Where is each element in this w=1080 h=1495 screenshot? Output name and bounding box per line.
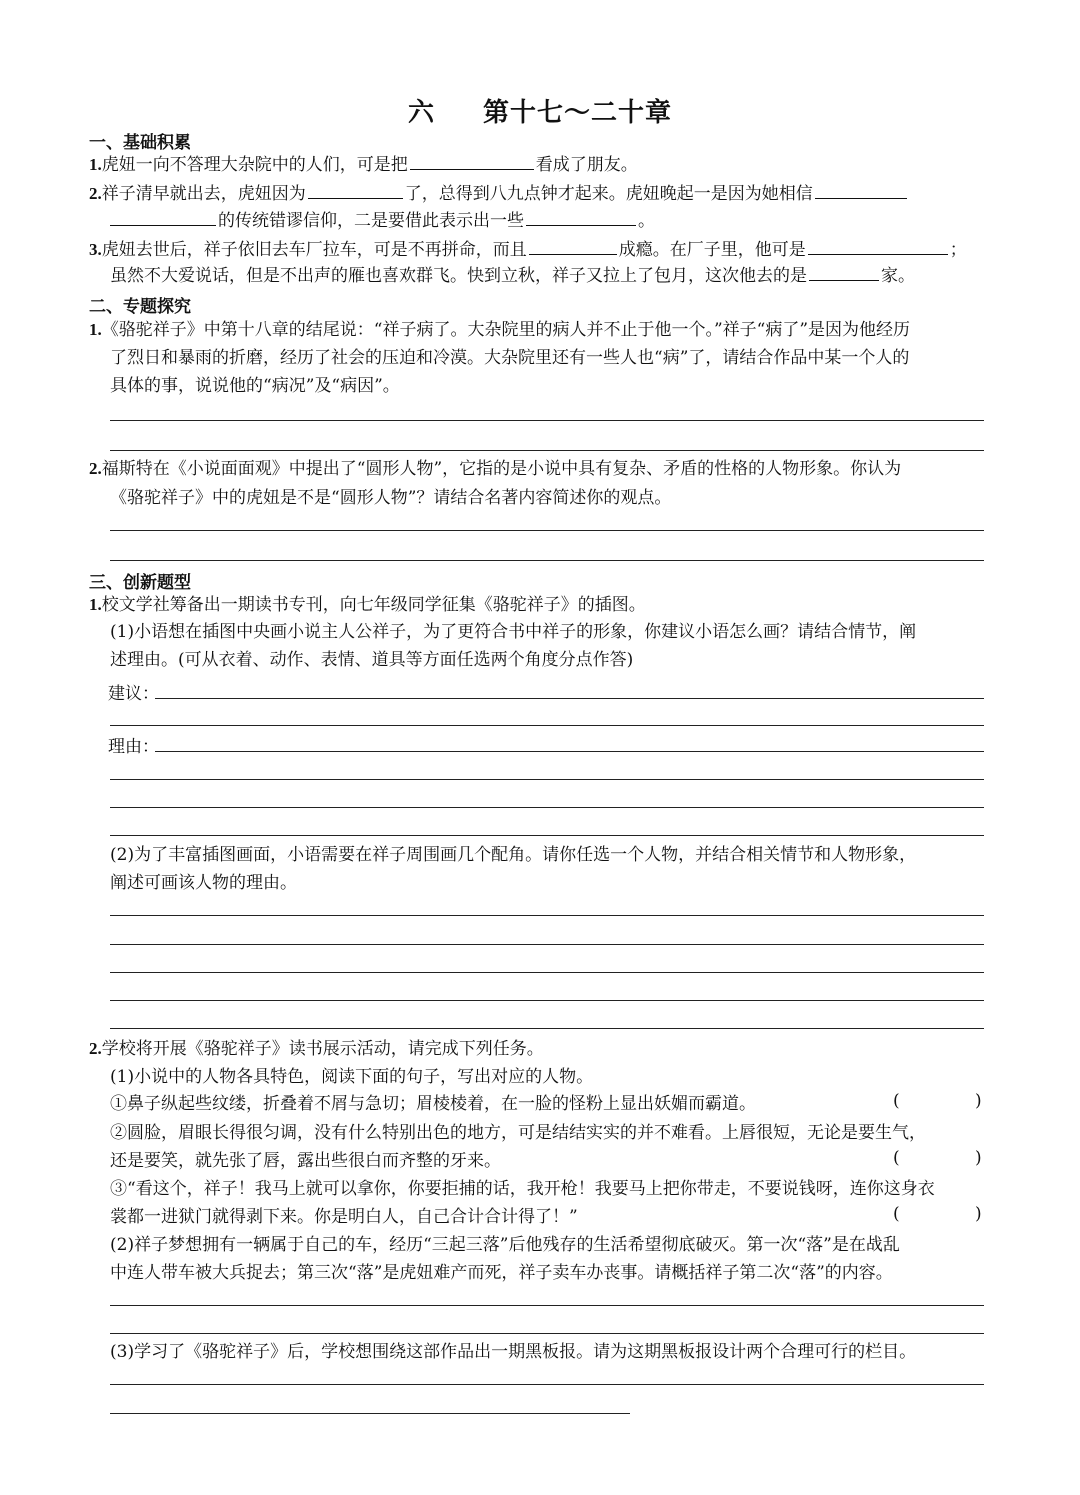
s3-q2-s3-line2: 裳都一进狱门就得剥下来。你是明白人，自己合计合计得了！” <box>110 1207 578 1227</box>
s1-q3-line2: 虽然不大爱说话，但是不出声的雁也喜欢群飞。快到立秋，祥子又拉上了包月，这次他去的是 家。 <box>110 263 915 289</box>
answer-paren-open: ( <box>893 1148 900 1168</box>
title-part: 六 <box>407 98 435 128</box>
answer-paren-close: ) <box>975 1148 982 1168</box>
s3-q2-p2-line1: (2)祥子梦想拥有一辆属于自己的车，经历“三起三落”后他残存的生活希望彻底破灭。第一次“落”是在战乱 <box>110 1235 900 1255</box>
answer-line[interactable] <box>110 779 984 780</box>
s1-q2-line2: 的传统错谬信仰，二是要借此表示出一些 。 <box>110 208 655 234</box>
s3-q2-s2-line2: 还是要笑，就先张了唇，露出些很白而齐整的牙来。 <box>110 1151 501 1171</box>
answer-line[interactable] <box>110 1413 630 1414</box>
answer-line[interactable] <box>110 944 984 945</box>
answer-line[interactable] <box>110 420 984 421</box>
s3-q2-s3-line1: ③“看这个，祥子！我马上就可以拿你，你要拒捕的话，我开枪！我要马上把你带走，不要说钱呀，连你这身衣 <box>110 1179 935 1199</box>
s2-q1-line1: 1.《骆驼祥子》中第十八章的结尾说：“祥子病了。大杂院里的病人并不止于他一个。”祥子“病了”是因为他经历 <box>89 320 911 340</box>
answer-line[interactable] <box>155 751 984 752</box>
answer-paren-close: ) <box>975 1091 982 1111</box>
answer-blank[interactable] <box>808 237 948 255</box>
answer-line[interactable] <box>110 915 984 916</box>
answer-line[interactable] <box>110 1333 984 1334</box>
s3-q1-p1-line2: 述理由。(可从衣着、动作、表情、道具等方面任选两个角度分点作答) <box>110 650 634 670</box>
answer-blank[interactable] <box>809 263 879 281</box>
answer-paren-open: ( <box>893 1204 900 1224</box>
answer-line[interactable] <box>110 1000 984 1001</box>
answer-line[interactable] <box>110 1028 984 1029</box>
section-3-heading: 三、创新题型 <box>89 573 191 593</box>
answer-paren-open: ( <box>893 1091 900 1111</box>
page-title <box>0 92 1080 129</box>
answer-line[interactable] <box>110 835 984 836</box>
answer-blank[interactable] <box>529 237 617 255</box>
s1-q1: 1.虎妞一向不答理大杂院中的人们，可是把 看成了朋友。 <box>89 152 638 178</box>
s3-q1-p1-line1: (1)小语想在插图中央画小说主人公祥子，为了更符合书中祥子的形象，你建议小语怎么画？请结合情节，阐 <box>110 622 917 642</box>
s3-q2-s2-line1: ②圆脸，眉眼长得很匀调，没有什么特别出色的地方，可是结结实实的并不难看。上唇很短，无论是要生气， <box>110 1123 926 1143</box>
answer-line[interactable] <box>110 725 984 726</box>
answer-line[interactable] <box>110 450 984 451</box>
s2-q1-line3: 具体的事，说说他的“病况”及“病因”。 <box>110 376 400 396</box>
answer-line[interactable] <box>110 560 984 561</box>
s3-q1-p2-line1: (2)为了丰富插图画面，小语需要在祥子周围画几个配角。请你任选一个人物，并结合相关情节和人物形象， <box>110 845 917 865</box>
s2-q1-line2: 了烈日和暴雨的折磨，经历了社会的压迫和冷漠。大杂院里还有一些人也“病”了，请结合作品中某一个人的 <box>110 348 910 368</box>
section-1-heading: 一、基础积累 <box>89 133 191 153</box>
s2-q2-line2: 《骆驼祥子》中的虎妞是不是“圆形人物”？请结合名著内容简述你的观点。 <box>110 488 672 508</box>
answer-line[interactable] <box>155 698 984 699</box>
s3-q1-p2-line2: 阐述可画该人物的理由。 <box>110 873 297 893</box>
answer-blank[interactable] <box>110 208 216 226</box>
section-2-heading: 二、专题探究 <box>89 297 191 317</box>
s1-q2-line1: 2.祥子清早就出去，虎妞因为 了，总得到八九点钟才起来。虎妞晚起一是因为她相信 <box>89 181 909 207</box>
s3-q2-p2-line2: 中连人带车被大兵捉去；第三次“落”是虎妞难产而死，祥子卖车办丧事。请概括祥子第二次“落”的内容。 <box>110 1263 893 1283</box>
s1-q3-line1: 3.虎妞去世后，祥子依旧去车厂拉车，可是不再拼命，而且 成瘾。在厂子里，他可是 ； <box>89 237 967 263</box>
answer-blank[interactable] <box>526 208 636 226</box>
suggestion-label: 建议： <box>108 684 159 704</box>
s2-q2-line1: 2.福斯特在《小说面面观》中提出了“圆形人物”，它指的是小说中具有复杂、矛盾的性格的人物形象。你认为 <box>89 459 902 479</box>
title-chapters: 第十七～二十章 <box>483 98 673 128</box>
s3-q2-p1: (1)小说中的人物各具特色，阅读下面的句子，写出对应的人物。 <box>110 1067 594 1087</box>
answer-paren-close: ) <box>975 1204 982 1224</box>
answer-line[interactable] <box>110 1384 984 1385</box>
answer-line[interactable] <box>110 972 984 973</box>
answer-line[interactable] <box>110 1305 984 1306</box>
answer-blank[interactable] <box>308 181 403 199</box>
s3-q2-intro: 2.学校将开展《骆驼祥子》读书展示活动，请完成下列任务。 <box>89 1039 544 1059</box>
answer-line[interactable] <box>110 807 984 808</box>
answer-line[interactable] <box>110 530 984 531</box>
s3-q2-p3: (3)学习了《骆驼祥子》后，学校想围绕这部作品出一期黑板报。请为这期黑板报设计两个合理可行的栏目。 <box>110 1342 917 1362</box>
answer-blank[interactable] <box>815 181 907 199</box>
answer-blank[interactable] <box>410 152 534 170</box>
reason-label: 理由： <box>108 737 159 757</box>
s3-q1-intro: 1.校文学社筹备出一期读书专刊，向七年级同学征集《骆驼祥子》的插图。 <box>89 595 646 615</box>
s3-q2-s1: ①鼻子纵起些纹缕，折叠着不屑与急切；眉棱棱着，在一脸的怪粉上显出妖媚而霸道。 <box>110 1094 756 1114</box>
